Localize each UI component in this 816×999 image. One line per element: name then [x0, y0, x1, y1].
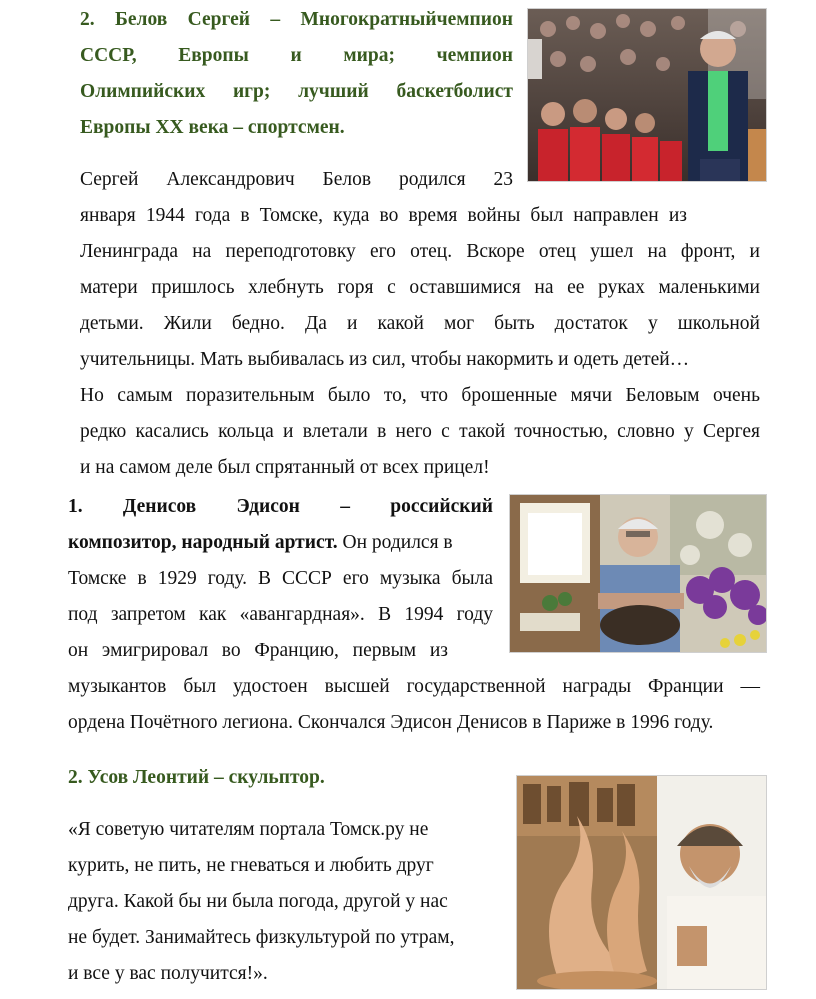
- belov-text-line-1: Сергей Александрович Белов родился 23: [80, 169, 513, 190]
- belov-heading-line-3: Олимпийских игр; лучший баскетболист: [80, 81, 513, 102]
- denisov-heading-line-1: 1. Денисов Эдисон – российский: [68, 496, 493, 517]
- belov-text-line-8: редко касались кольца и влетали в него с такой точностью, словно у Сергея: [80, 421, 760, 442]
- denisov-text-line-5: ордена Почётного легиона. Скончался Эдисон Денисов в Париже в 1996 году.: [68, 712, 714, 733]
- usov-quote-line-4: не будет. Занимайтесь физкультурой по утрам,: [68, 927, 455, 948]
- usov-quote-line-5: и все у вас получится!».: [68, 963, 268, 984]
- denisov-text-line-3: он эмигрировал во Францию, первым из: [68, 640, 448, 661]
- usov-photo: [516, 775, 767, 990]
- belov-text-line-7: Но самым поразительным было то, что брошенные мячи Беловым очень: [80, 385, 760, 406]
- belov-text-line-2: января 1944 года в Томске, куда во время войны был направлен из: [80, 205, 687, 226]
- belov-text-line-4: матери пришлось хлебнуть горя с оставшимися на ее руках маленькими: [80, 277, 760, 298]
- belov-heading-line-4: Европы XX века – спортсмен.: [80, 117, 345, 138]
- belov-heading-line-1: 2. Белов Сергей – Многократныйчемпион: [80, 9, 513, 30]
- denisov-heading-line-2: [68, 525, 453, 561]
- belov-text-line-9: и на самом деле был спрятанный от всех прицел!: [80, 457, 490, 478]
- belov-text-line-3: Ленинграда на переподготовку его отец. Вскоре отец ушел на фронт, и: [80, 241, 760, 262]
- denisov-title: композитор, народный артист.: [68, 532, 338, 553]
- belov-photo: [527, 8, 767, 182]
- belov-text-line-6: учительницы. Мать выбивалась из сил, чтобы накормить и одеть детей…: [80, 349, 690, 370]
- usov-quote-line-1: «Я советую читателям портала Томск.ру не: [68, 819, 429, 840]
- usov-heading: 2. Усов Леонтий – скульптор.: [68, 767, 325, 788]
- denisov-text-line-2: под запретом как «авангардная». В 1994 году: [68, 604, 493, 625]
- denisov-born: Он родился в: [337, 532, 453, 553]
- denisov-text-line-1: Томске в 1929 году. В СССР его музыка была: [68, 568, 493, 589]
- usov-quote-line-2: курить, не пить, не гневаться и любить друг: [68, 855, 434, 876]
- usov-quote-line-3: друга. Какой бы ни была погода, другой у нас: [68, 891, 448, 912]
- denisov-photo: [509, 494, 767, 653]
- denisov-text-line-4: музыкантов был удостоен высшей государственной награды Франции —: [68, 676, 760, 697]
- belov-text-line-5: детьми. Жили бедно. Да и какой мог быть достаток у школьной: [80, 313, 760, 334]
- belov-heading-line-2: СССР, Европы и мира; чемпион: [80, 45, 513, 66]
